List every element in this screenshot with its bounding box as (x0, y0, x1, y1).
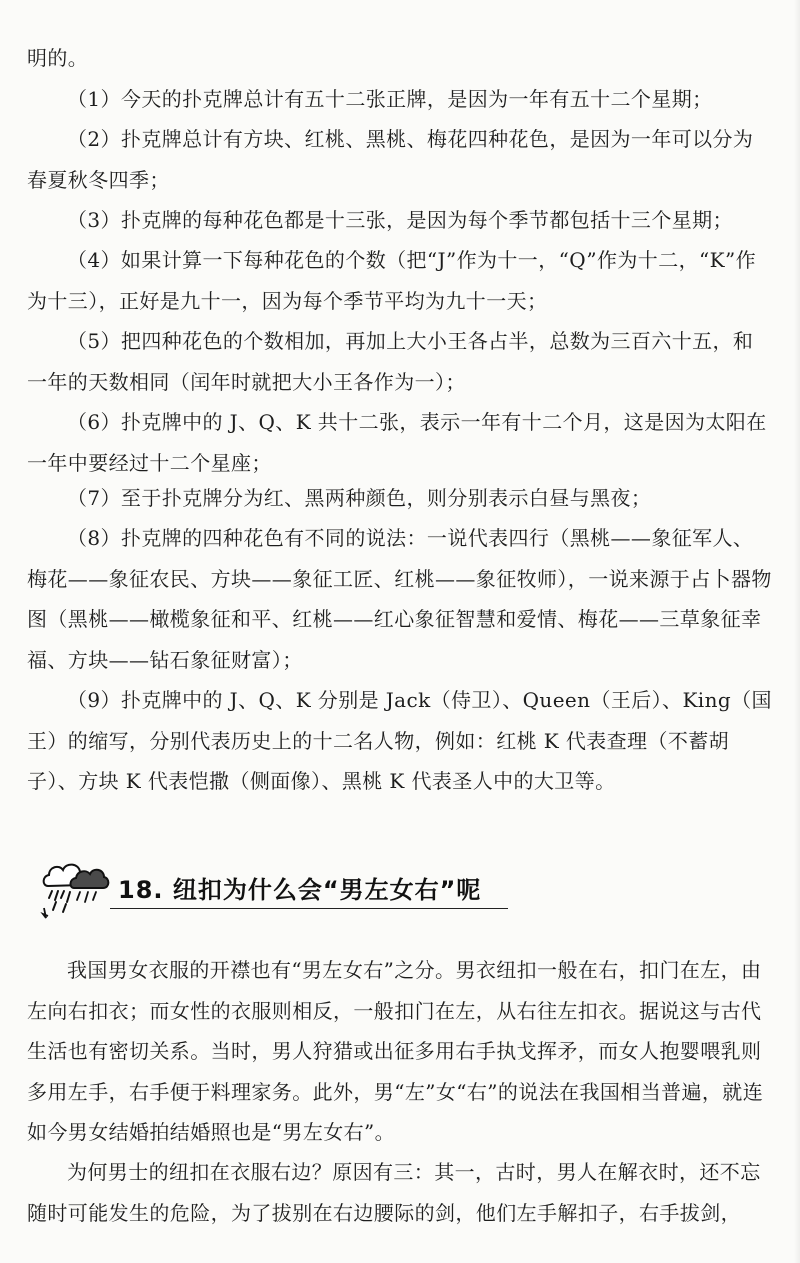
paragraph-item-4: （4）如果计算一下每种花色的个数（把“J”作为十一，“Q”作为十二，“K”作为十三），正好是九十一，因为每个季节平均为九十一天； (27, 248, 756, 313)
paragraph-item-2: （2）扑克牌总计有方块、红桃、黑桃、梅花四种花色，是因为一年可以分为春夏秋冬四季； (27, 127, 754, 192)
paragraph-item-5: （5）把四种花色的个数相加，再加上大小王各占半，总数为三百六十五，和一年的天数相同（闰年时就把大小王各作为一）； (27, 329, 754, 394)
title-underline (110, 908, 508, 909)
paragraph-item-8: （8）扑克牌的四种花色有不同的说法：一说代表四行（黑桃——象征军人、梅花——象征农民、方块——象征工匠、红桃——象征牧师），一说来源于占卜器物图（黑桃——橄榄象征和平、红桃——红心象征智慧和爱情、梅花——三草象征幸福、方块——钻石象征财富）； (27, 526, 772, 672)
paragraph-continuation: 明的。 (27, 46, 89, 70)
paragraph-body-1: 我国男女衣服的开襟也有“男左女右”之分。男衣纽扣一般在右，扣门在左，由左向右扣衣；而女性的衣服则相反，一般扣门在左，从右往左扣衣。据说这与古代生活也有密切关系。当时，男人狩猎或出征多用右手执戈挥矛，而女人抱婴喂乳则多用左手，右手便于料理家务。此外，男“左”女“右”的说法在我国相当普遍，就连如今男女结婚拍结婚照也是“男左女右”。 (27, 958, 764, 1144)
paragraph-item-9: （9）扑克牌中的 J、Q、K 分别是 Jack（侍卫）、Queen（王后）、King（国王）的缩写，分别代表历史上的十二名人物，例如：红桃 K 代表查理（不蓄胡子）、方块 K 代表恺撒（侧面像）、黑桃 K 代表圣人中的大卫等。 (27, 688, 772, 793)
paragraph-body-2: 为何男士的纽扣在衣服右边？原因有三：其一，古时，男人在解衣时，还不忘随时可能发生的危险，为了拔别在右边腰际的剑，他们左手解扣子，右手拔剑， (27, 1160, 761, 1225)
section-title: 18. 纽扣为什么会“男左女右”呢 (118, 876, 482, 904)
paragraph-item-3: （3）扑克牌的每种花色都是十三张，是因为每个季节都包括十三个星期； (67, 208, 733, 232)
page-edge-shadow (794, 0, 800, 1263)
paragraph-item-6: （6）扑克牌中的 J、Q、K 共十二张，表示一年有十二个月，这是因为太阳在一年中要经过十二个星座； (27, 410, 767, 475)
paragraph-item-7: （7）至于扑克牌分为红、黑两种颜色，则分别表示白昼与黑夜； (67, 486, 652, 510)
paragraph-item-1: （1）今天的扑克牌总计有五十二张正牌，是因为一年有五十二个星期； (67, 87, 713, 111)
rain-cloud-icon (40, 858, 112, 920)
section-heading (40, 858, 510, 918)
